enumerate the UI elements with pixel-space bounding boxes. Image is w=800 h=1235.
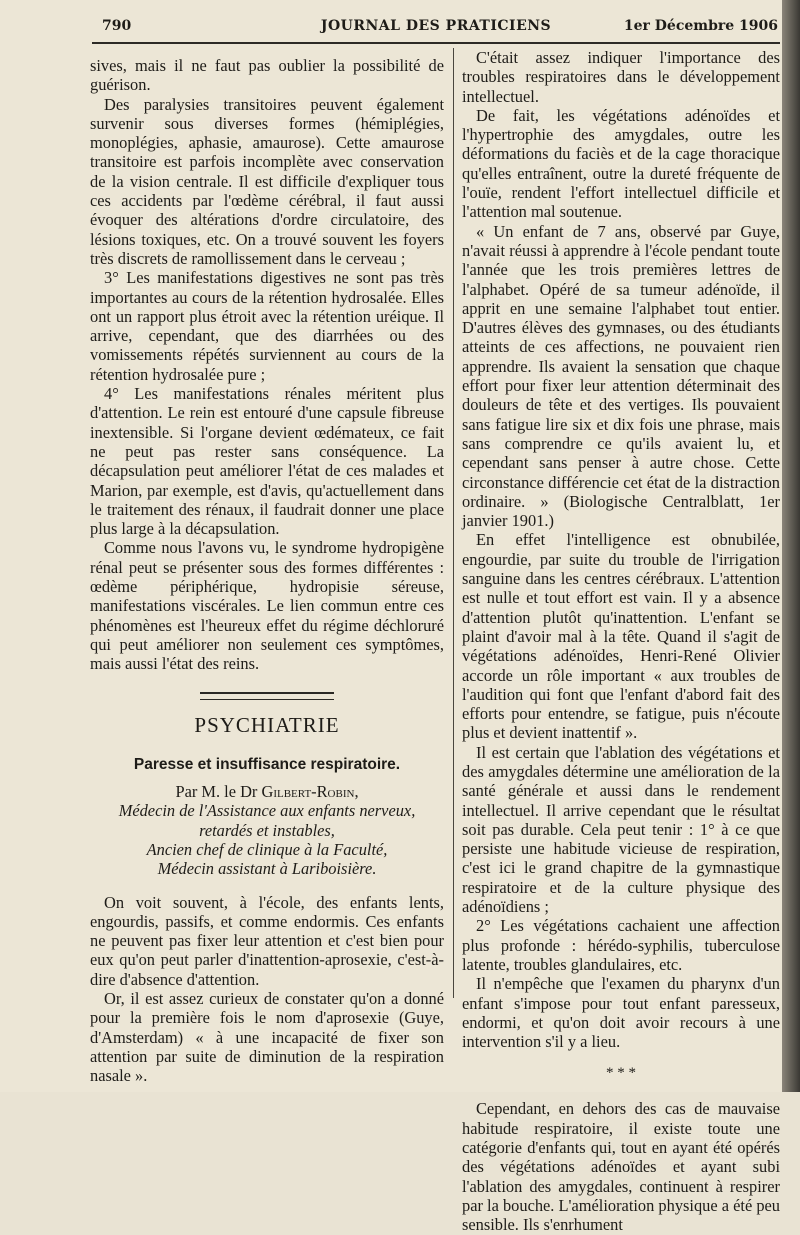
paragraph: Des paralysies transitoires peuvent également survenir sous diverses formes (hémiplégies, monoplégies, aphasie, amaurose). Cette amaurose transitoire est parfois incomplète avec conservation de la vision centrale. Il est difficile d'expliquer tous ces accidents par l'œdème cérébral, il faut aussi évoquer des altérations d'ordre circulatoire, des lésions toxiques, etc. On a trouvé souvent les foyers très discrets de ramollissement dans le cerveau ;: [90, 94, 444, 268]
paragraph: On voit souvent, à l'école, des enfants lents, engourdis, passifs, et comme endormis. Ces enfants ne peuvent pas fixer leur attention et c'est bien pour eux qu'on peut parler d'inattention-aprosexie, c'est-à-dire d'absence d'attention.: [90, 892, 444, 989]
paragraph: Or, il est assez curieux de constater qu'on a donné pour la première fois le nom d'aprosexie (Guye, d'Amsterdam) « à une incapacité de fixer son attention par suite de diminution de la respiration nasale ».: [90, 989, 444, 1086]
article-title: Paresse et insuffisance respiratoire.: [133, 755, 401, 773]
spacer: [90, 879, 444, 893]
section-title: PSYCHIATRIE: [194, 712, 340, 737]
paragraph: 2° Les végétations cachaient une affection plus profonde : hérédo-syphilis, tuberculose latente, troubles glandulaires, etc.: [462, 916, 780, 974]
section-rule: [200, 692, 334, 700]
page-number: 790: [102, 18, 132, 34]
affiliation: Médecin de l'Assistance aux enfants nerveux,: [118, 801, 416, 821]
section-separator-stars: * * *: [606, 1065, 636, 1082]
paragraph: sives, mais il ne faut pas oublier la possibilité de guérison.: [90, 56, 444, 95]
paragraph: « Un enfant de 7 ans, observé par Guye, n'avait réussi à apprendre à l'école pendant toute l'année que les trois premières lettres de l'alphabet. Opéré de sa tumeur adénoïde, il apprit en une semaine l'alphabet tout entier. D'autres élèves des gymnases, ou des étudiants atteints de ces affections, ne pouvaient rien apprendre. Ils avaient la sensation que chaque effort pour fixer leur attention déterminait des douleurs de tête et des vertiges. Ils pouvaient sans fatigue lire six et dix fois une phrase, mais sans comprendre ce qu'ils avaient lu, et cependant sans penser à autre chose. Cette circonstance différencie cet état de la distraction ordinaire. » (Biologische Centralblatt, 1er janvier 1901.): [462, 221, 780, 531]
author-line: [90, 782, 444, 801]
journal-title: JOURNAL DES PRATICIENS: [320, 18, 552, 34]
paragraph: 3° Les manifestations digestives ne sont pas très importantes au cours de la rétention hydrosalée. Elles ont un rapport plus étroit avec la rétention uréique. Il arrive, cependant, que des diarrhées ou des vomissements répétés surviennent au cours de la rétention hydrosalée pure ;: [90, 268, 444, 384]
paragraph: Cependant, en dehors des cas de mauvaise habitude respiratoire, il existe toute une catégorie d'enfants qui, tout en ayant été opérés des végétations adénoïdes et ayant subi l'ablation des amygdales, continuent à respirer par la bouche. L'amélioration physique a été peu sensible. Ils s'enrhument: [462, 1099, 780, 1235]
left-column: [90, 56, 444, 1086]
page-header: [92, 14, 780, 44]
paragraph: 4° Les manifestations rénales méritent plus d'attention. Le rein est entouré d'une capsule fibreuse inextensible. Si l'organe devient œdémateux, ce fait ne peut pas rester sans conséquence. La décapsulation peut améliorer l'état de ces malades et Marion, par exemple, est d'avis, qu'actuellement dans le traitement des rénaux, il faudrait donner une place plus large à la décapsulation.: [90, 384, 444, 539]
paragraph: C'était assez indiquer l'importance des troubles respiratoires dans le développement intellectuel.: [462, 48, 780, 106]
affiliation: retardés et instables,: [199, 820, 335, 840]
paragraph: Comme nous l'avons vu, le syndrome hydropigène rénal peut se présenter sous des formes différentes : œdème périphérique, hydropisie séreuse, manifestations viscérales. Le lien commun entre ces phénomènes est l'heureux effet du régime déchloruré qui peut améliorer non seulement ces symptômes, mais aussi l'état des reins.: [90, 538, 444, 674]
paragraph: En effet l'intelligence est obnubilée, engourdie, par suite du trouble de l'irrigation sanguine dans les centres cérébraux. L'attention est nulle et tout effort est vain. Il y a absence d'attention plutôt qu'inattention. L'enfant se plaint d'avoir mal à la tête. Quand il s'agit de végétations adénoïdes, Henri-René Olivier accorde un rôle important « aux troubles de l'audition qui font que l'enfant d'abord fait des efforts pour entendre, se fatigue, puis n'écoute plus et devient inattentif ».: [462, 530, 780, 743]
right-column: [462, 48, 780, 1235]
author-prefix: Par M. le Dr: [175, 782, 262, 802]
issue-date: 1er Décembre 1906: [623, 18, 778, 34]
paragraph: Il est certain que l'ablation des végétations et des amygdales détermine une amélioration de la santé générale et aussi dans le rendement intellectuel. Il arrive cependant que le résultat soit pas durable. Cela peut tenir : 1° à ce que persiste une habitude vicieuse de respiration, c'est ici le grand chapitre de la gymnastique respiratoire et de la culture physique des adénoïdiens ;: [462, 742, 780, 917]
affiliation: Médecin assistant à Lariboisière.: [157, 859, 377, 879]
page-edge-shadow: [782, 0, 800, 1092]
affiliation: Ancien chef de clinique à la Faculté,: [146, 839, 388, 859]
paragraph: Il n'empêche que l'examen du pharynx d'un enfant s'impose pour tout enfant paresseux, endormi, et qu'on doit avoir recours à une intervention s'il y a lieu.: [462, 974, 780, 1052]
author-name: Gilbert-Robin,: [261, 782, 359, 802]
paragraph: De fait, les végétations adénoïdes et l'hypertrophie des amygdales, outre les déformations du faciès et de la cage thoracique qu'elles entraînent, outre la dureté fréquente de l'ouïe, rendent l'effort intellectuel difficile et l'attention mal soutenue.: [462, 105, 780, 222]
column-divider: [453, 48, 454, 998]
